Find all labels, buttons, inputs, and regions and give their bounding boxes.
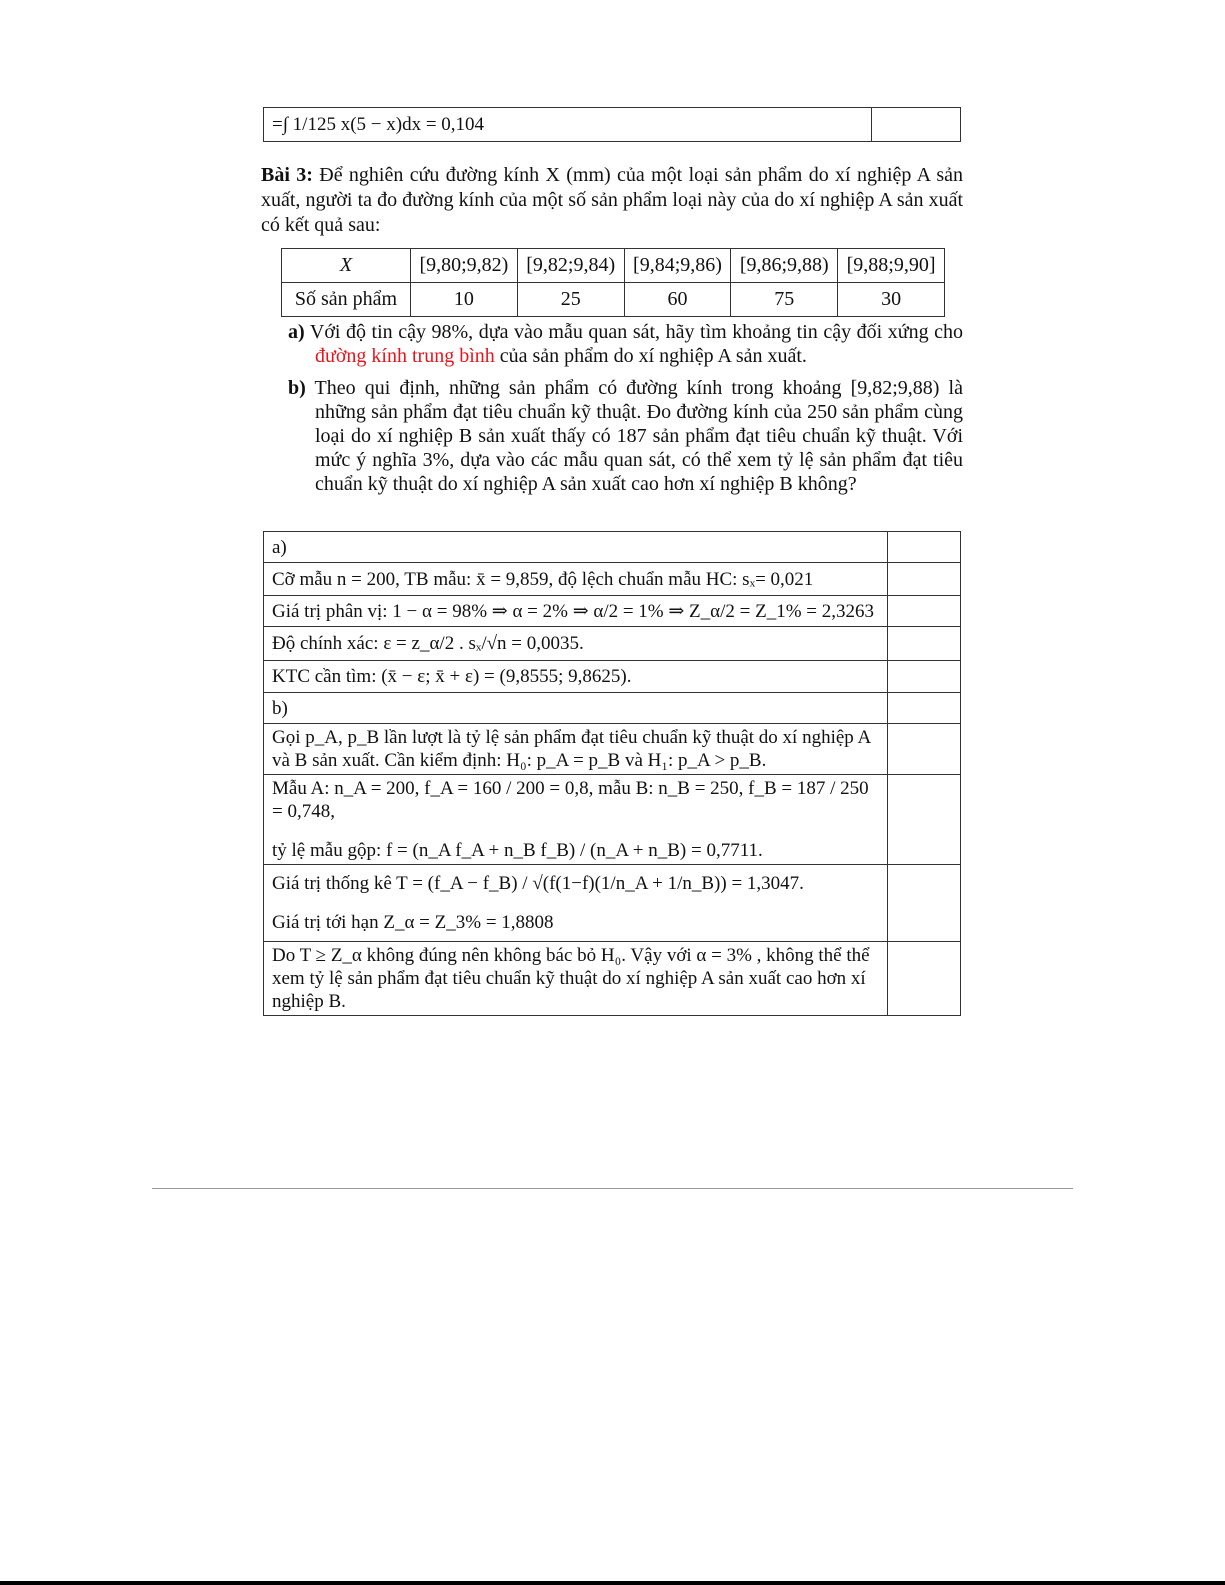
question-a-label: a)	[288, 321, 305, 343]
question-b	[288, 376, 963, 496]
score-cell	[888, 596, 961, 627]
solution-row	[264, 661, 961, 693]
pooled-proportion-line: tỷ lệ mẫu gộp: f = (n_A f_A + n_B f_B) / (n_A + n_B) = 0,7711.	[272, 840, 763, 861]
question-a-highlight: đường kính trung bình	[315, 345, 495, 367]
count-header: Số sản phẩm	[282, 283, 411, 317]
sample-stats: Cỡ mẫu n = 200, TB mẫu: x̄ = 9,859, độ lệch chuẩn mẫu HC: sₓ= 0,021	[264, 563, 888, 596]
solution-table	[263, 531, 961, 1016]
interval-cell: [9,86;9,88)	[731, 249, 838, 283]
test-statistic-line: Giá trị thống kê T = (f_A − f_B) / √(f(1−f)(1/n_A + 1/n_B)) = 1,3047.	[272, 873, 804, 894]
question-b-text: Theo qui định, những sản phẩm có đường kính trong khoảng [9,82;9,88) là những sản phẩm đạt tiêu chuẩn kỹ thuật. Đo đường kính của 250 sản phẩm cùng loại do xí nghiệp B sản xuất thấy có 187 sản phẩm đạt tiêu chuẩn kỹ thuật. Với mức ý nghĩa 3%, dựa vào các mẫu quan sát, có thể xem tỷ lệ sản phẩm đạt tiêu chuẩn kỹ thuật do xí nghiệp A sản xuất cao hơn xí nghiệp B không?	[314, 377, 963, 495]
interval-cell: [9,80;9,82)	[411, 249, 518, 283]
precision-value: Độ chính xác: ε = z_α/2 . sₓ/√n = 0,0035.	[264, 627, 888, 661]
count-cell: 60	[624, 283, 731, 317]
solution-row	[264, 775, 961, 865]
sample-proportions	[264, 775, 888, 865]
solution-row	[264, 627, 961, 661]
question-a	[288, 320, 963, 368]
count-cell: 10	[411, 283, 518, 317]
score-cell	[888, 627, 961, 661]
count-cell: 25	[517, 283, 624, 317]
previous-solution-row	[263, 107, 961, 142]
interval-row	[282, 249, 945, 283]
solution-row	[264, 693, 961, 724]
frequency-table	[281, 248, 945, 317]
integral-formula: =∫ 1/125 x(5 − x)dx = 0,104	[264, 108, 872, 142]
solution-part-a-header: a)	[264, 532, 888, 563]
solution-row	[264, 596, 961, 627]
problem-label: Bài 3:	[261, 164, 313, 186]
question-a-text: Với độ tin cậy 98%, dựa vào mẫu quan sát, hãy tìm khoảng tin cậy đối xứng cho	[309, 321, 964, 343]
count-row	[282, 283, 945, 317]
score-cell	[888, 865, 961, 942]
count-cell: 30	[838, 283, 945, 317]
score-cell	[888, 661, 961, 693]
interval-cell: [9,88;9,90]	[838, 249, 945, 283]
sample-proportions-line: Mẫu A: n_A = 200, f_A = 160 / 200 = 0,8, mẫu B: n_B = 250, f_B = 187 / 250 = 0,748,	[272, 778, 869, 822]
solution-row	[264, 532, 961, 563]
confidence-interval: KTC cần tìm: (x̄ − ε; x̄ + ε) = (9,8555; 9,8625).	[264, 661, 888, 693]
score-cell	[888, 563, 961, 596]
interval-cell: [9,84;9,86)	[624, 249, 731, 283]
solution-row	[264, 563, 961, 596]
solution-part-b-header: b)	[264, 693, 888, 724]
hypothesis-statement: Gọi p_A, p_B lần lượt là tỷ lệ sản phẩm đạt tiêu chuẩn kỹ thuật do xí nghiệp A và B sản xuất. Cần kiểm định: H₀: p_A = p_B và H₁: p_A > p_B.	[264, 724, 888, 775]
score-cell	[888, 693, 961, 724]
question-b-label: b)	[288, 377, 306, 399]
critical-value-line: Giá trị tới hạn Z_α = Z_3% = 1,8808	[272, 912, 554, 933]
page-separator	[152, 1188, 1073, 1189]
x-header: X	[282, 249, 411, 283]
score-cell	[888, 942, 961, 1016]
quantile-value: Giá trị phân vị: 1 − α = 98% ⇒ α = 2% ⇒ α/2 = 1% ⇒ Z_α/2 = Z_1% = 2,3263	[264, 596, 888, 627]
score-cell	[872, 108, 961, 142]
score-cell	[888, 775, 961, 865]
solution-row	[264, 942, 961, 1016]
problem-statement	[261, 163, 963, 238]
score-cell	[888, 532, 961, 563]
conclusion: Do T ≥ Z_α không đúng nên không bác bỏ H₀. Vậy với α = 3% , không thể thể xem tỷ lệ sản phẩm đạt tiêu chuẩn kỹ thuật do xí nghiệp A sản xuất cao hơn xí nghiệp B.	[264, 942, 888, 1016]
solution-row	[264, 724, 961, 775]
test-statistic	[264, 865, 888, 942]
score-cell	[888, 724, 961, 775]
question-a-text-end: của sản phẩm do xí nghiệp A sản xuất.	[499, 345, 807, 367]
count-cell: 75	[731, 283, 838, 317]
problem-text: Để nghiên cứu đường kính X (mm) của một loại sản phẩm do xí nghiệp A sản xuất, người ta đo đường kính của một số sản phẩm loại này của do xí nghiệp A sản xuất có kết quả sau:	[261, 164, 963, 236]
interval-cell: [9,82;9,84)	[517, 249, 624, 283]
bottom-edge-bar	[0, 1581, 1225, 1585]
solution-row	[264, 865, 961, 942]
